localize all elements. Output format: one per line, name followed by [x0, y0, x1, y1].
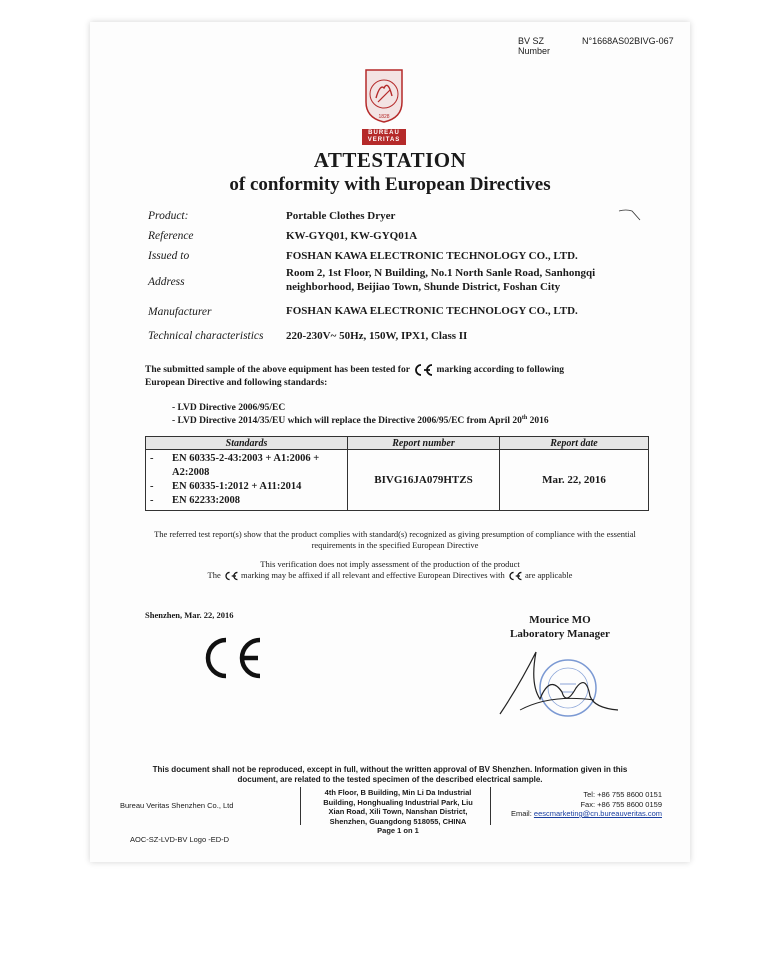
product-label: Product: [148, 210, 189, 222]
verification-line1: This verification does not imply assessment of the production of the product [260, 559, 520, 569]
svg-text:1828: 1828 [378, 114, 390, 120]
reference-value: KW-GYQ01, KW-GYQ01A [286, 230, 418, 242]
footer-divider [490, 787, 491, 825]
certificate-number: N°1668AS02BIVG-067 [582, 36, 674, 46]
directive-item: - LVD Directive 2014/35/EU which will replace the Directive 2006/95/EC from April 20th 2016 [172, 415, 549, 427]
standards-cell [146, 450, 348, 511]
issued-to-value: FOSHAN KAWA ELECTRONIC TECHNOLOGY CO., LTD. [286, 250, 578, 262]
compliance-note: The referred test report(s) show that the product complies with standard(s) recognized as giving presumption of compliance with the essential requirements in the specified European Directive [154, 529, 636, 550]
technical-characteristics-label: Technical characteristics [148, 330, 264, 342]
bureau-veritas-seal-icon [362, 66, 406, 124]
reference-label: Reference [148, 230, 194, 242]
address-value: Room 2, 1st Floor, N Building, No.1 North Sanle Road, Sanhongqi neighborhood, Beijiao Town, Shunde District, Foshan City [286, 267, 596, 293]
standards-table [145, 436, 649, 511]
footer-company: Bureau Veritas Shenzhen Co., Ltd [120, 801, 234, 810]
place-date: Shenzhen, Mar. 22, 2016 [145, 610, 234, 620]
directive-item: - LVD Directive 2006/95/EC [172, 403, 286, 413]
footer-tel: Tel: +86 755 8600 0151 [583, 790, 662, 799]
ce-mark-icon [412, 363, 434, 377]
table-header-row [146, 437, 649, 450]
ce-mark-icon [223, 571, 239, 581]
issued-to-label: Issued to [148, 250, 190, 262]
footer-address: 4th Floor, B Building, Min Li Da Industrial Building, Honghualing Industrial Park, Liu Xian Road, Xili Town, Nanshan District, Shenzhen, Guangdong 518055, CHINA Page 1 on 1 [323, 788, 473, 835]
bv-number-label: BV SZ Number [518, 36, 551, 56]
product-value: Portable Clothes Dryer [286, 210, 396, 222]
certificate-page [90, 22, 690, 862]
email-link[interactable]: eescmarketing@cn.bureauveritas.com [533, 809, 662, 818]
logo-brand-line2: VERITAS [367, 137, 401, 143]
page-subtitle: of conformity with European Directives [229, 174, 551, 195]
verification-line2: The marking may be affixed if all relevant and effective European Directives with are applicable [207, 570, 573, 580]
standard-item: - EN 60335-1:2012 + A11:2014 [150, 481, 302, 492]
report-number-header: Report number [348, 437, 500, 450]
standards-header: Standards [146, 437, 348, 450]
footer-notice: This document shall not be reproduced, except in full, without the written approval of BV Shenzhen. Information given in this document, are related to the tested specimen of the described electrical sample. [152, 765, 628, 784]
intro-paragraph: The submitted sample of the above equipment has been tested for marking according to following European Directive and following standards: [145, 363, 645, 389]
bureau-veritas-logo [362, 66, 406, 142]
report-date-header: Report date [500, 437, 649, 450]
report-number-cell: BIVG16JA079HTZS [348, 450, 500, 511]
table-row [146, 450, 649, 511]
ce-mark-icon [507, 571, 523, 581]
page-title: ATTESTATION [313, 148, 467, 172]
address-label: Address [148, 276, 185, 288]
footer-contact [510, 790, 662, 819]
technical-characteristics-value: 220-230V~ 50Hz, 150W, IPX1, Class II [286, 330, 468, 342]
ce-logo-icon [200, 636, 264, 680]
signatory-title: Laboratory Manager [510, 628, 610, 640]
signatory-name: Mourice MO [529, 614, 591, 626]
form-code: AOC-SZ-LVD-BV Logo -ED-D [130, 835, 230, 844]
footer-email: Email: eescmarketing@cn.bureauveritas.com [510, 809, 662, 818]
standard-item: - EN 62233:2008 [150, 495, 240, 506]
standard-item: - EN 60335-2-43:2003 + A1:2006 + A2:2008 [150, 453, 320, 478]
footer-fax: Fax: +86 755 8600 0159 [580, 799, 662, 809]
report-date-cell: Mar. 22, 2016 [500, 450, 649, 511]
manufacturer-value: FOSHAN KAWA ELECTRONIC TECHNOLOGY CO., LTD. [286, 305, 578, 317]
manufacturer-label: Manufacturer [148, 306, 212, 318]
footer-divider [300, 787, 301, 825]
signature-stamp-icon [490, 644, 640, 722]
logo-brand-line1: BUREAU [368, 130, 400, 136]
